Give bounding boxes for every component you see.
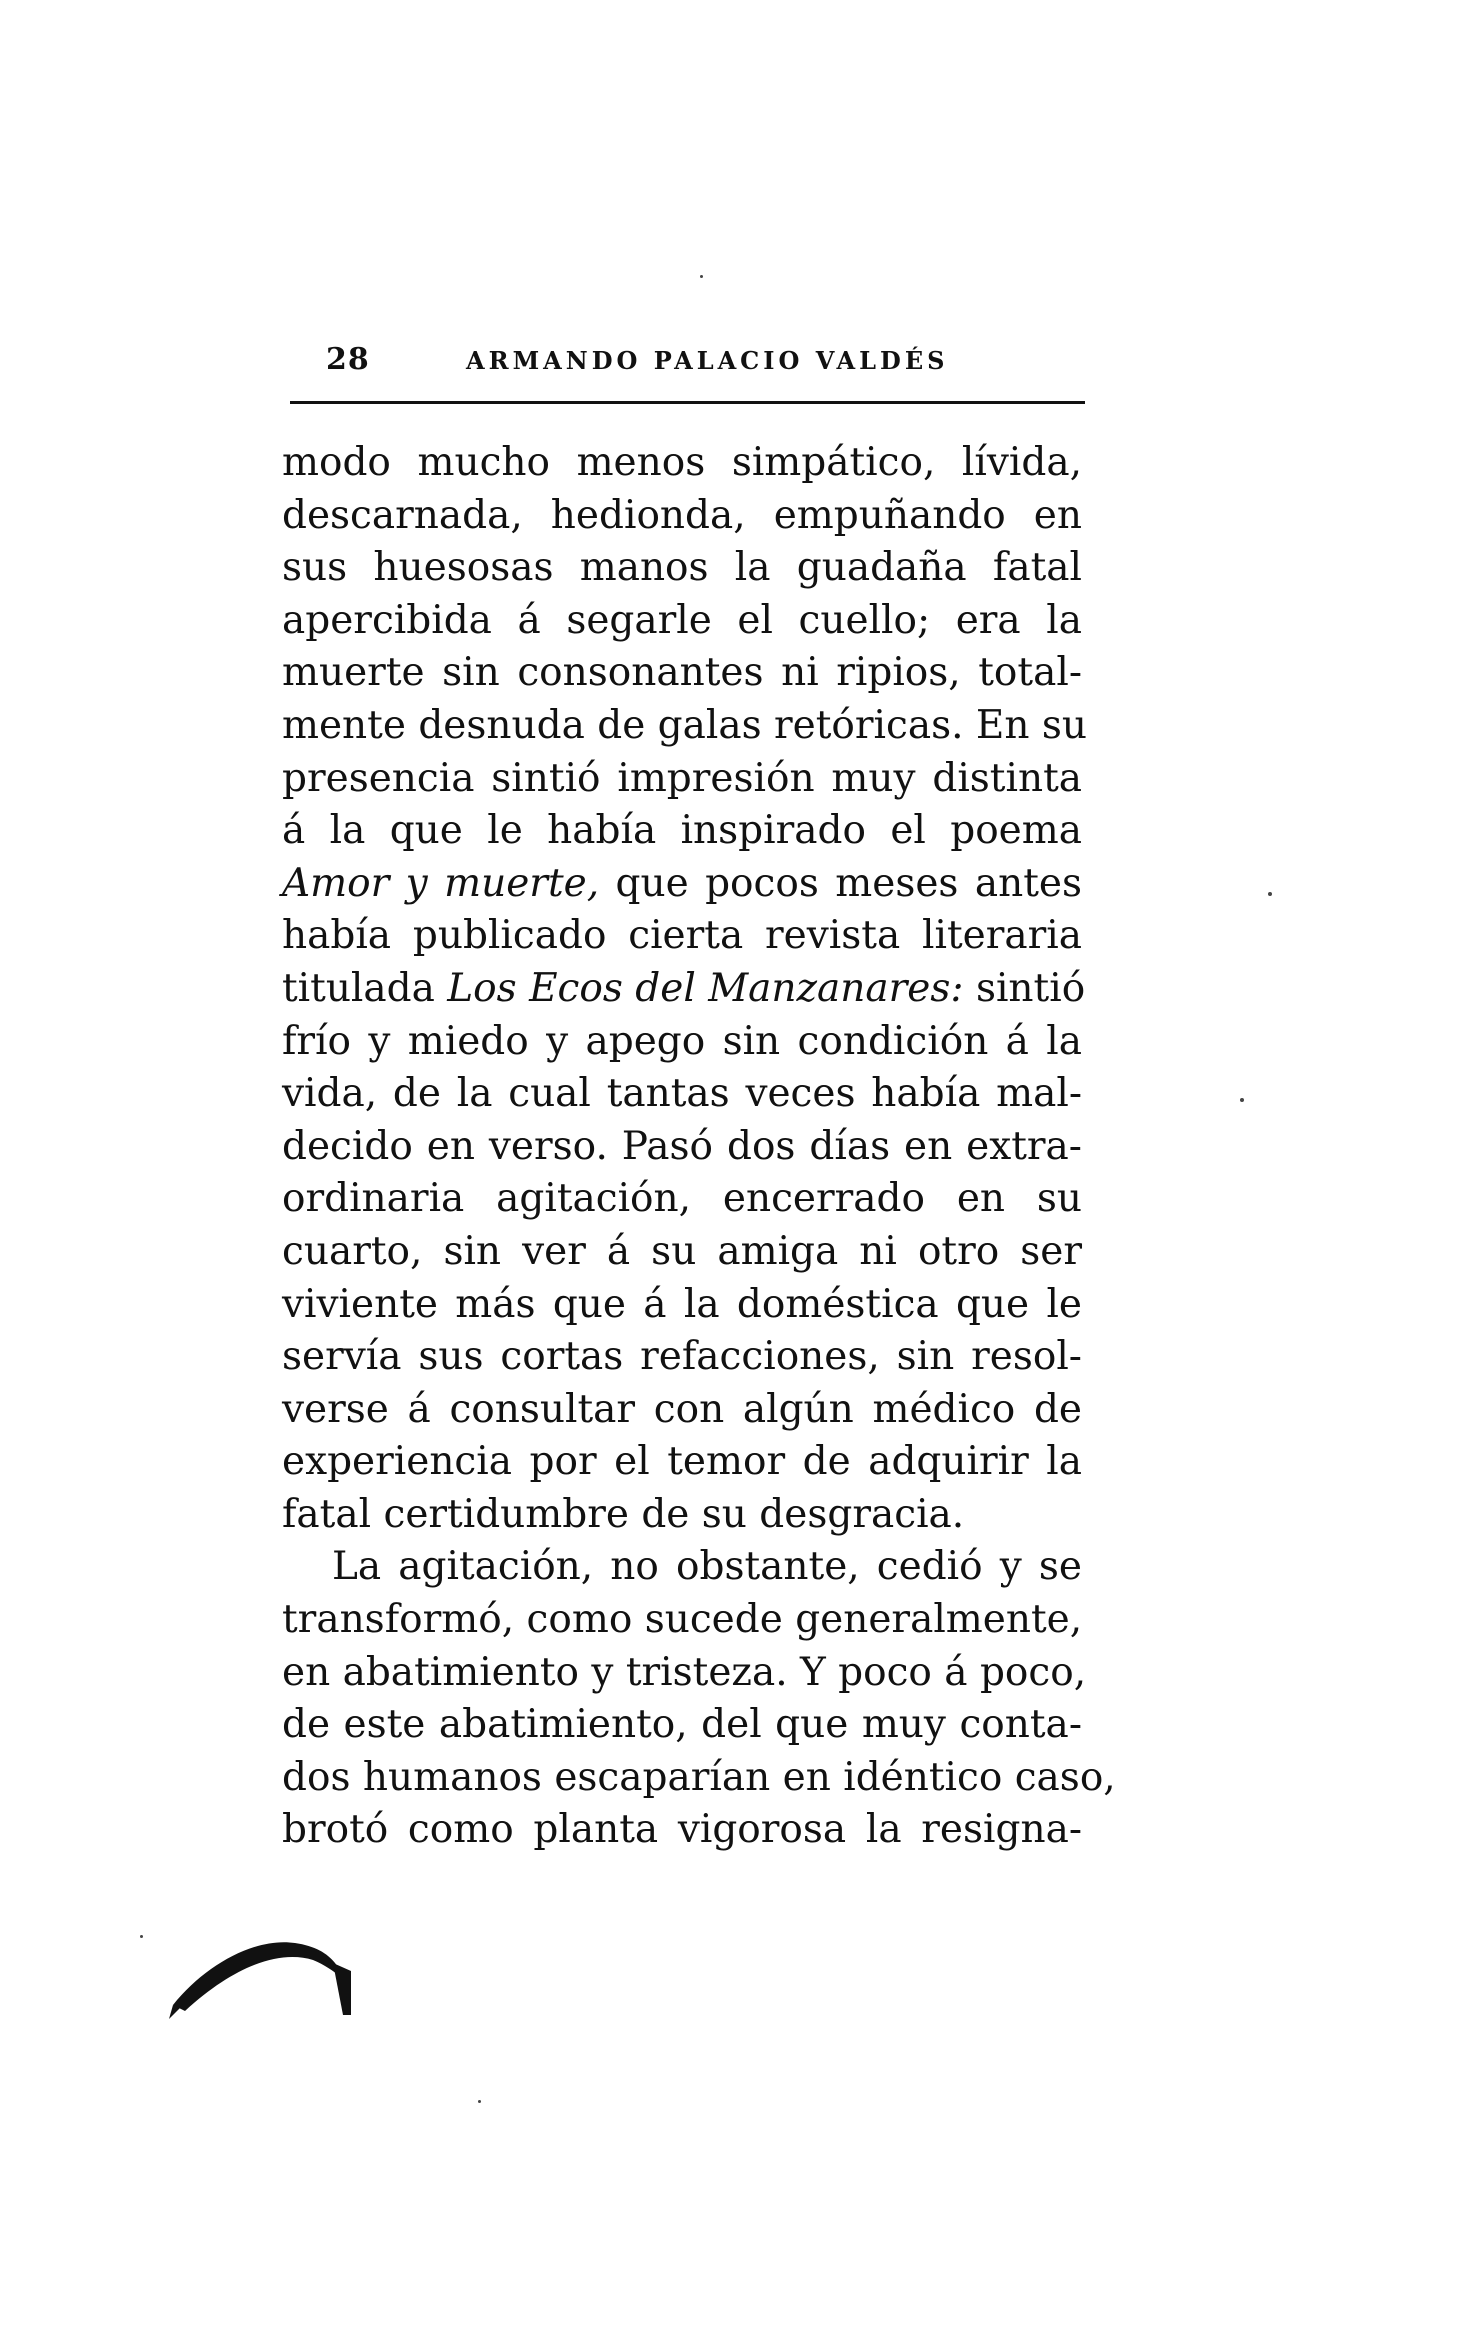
text-line: había publicado cierta revista literaria	[282, 913, 1082, 959]
ink-tail	[169, 2005, 181, 2019]
italic-title-amor-y-muerte: Amor y muerte,	[282, 860, 600, 906]
text-line: fatal certidumbre de su desgracia.	[282, 1491, 965, 1537]
text-line: frío y miedo y apego sin condición á la	[282, 1018, 1082, 1064]
text-fragment: sintió	[963, 965, 1086, 1011]
text-line: transformó, como sucede generalmente,	[282, 1597, 1083, 1643]
text-line: modo mucho menos simpático, lívida,	[282, 440, 1082, 485]
text-line: brotó como planta vigorosa la resigna-	[282, 1807, 1082, 1853]
text-fragment: que pocos meses antes	[599, 860, 1082, 906]
paper-speck	[478, 2100, 481, 2103]
paper-speck	[140, 1935, 143, 1938]
text-line: descarnada, hedionda, empuñando en	[282, 492, 1082, 538]
text-line: vida, de la cual tantas veces había mal-	[282, 1071, 1082, 1117]
text-line: servía sus cortas refacciones, sin resol-	[282, 1334, 1082, 1380]
text-line: mente desnuda de galas retóricas. En su	[282, 702, 1088, 748]
header-rule	[290, 401, 1085, 404]
running-head	[290, 342, 1085, 382]
italic-title-los-ecos: Los Ecos del Manzanares:	[447, 965, 964, 1011]
text-line: verse á consultar con algún médico de	[282, 1386, 1082, 1432]
paper-speck	[1268, 892, 1272, 896]
ink-drip	[333, 1963, 351, 2015]
text-line: en abatimiento y tristeza. Y poco á poco,	[282, 1649, 1087, 1695]
text-line: sus huesosas manos la guadaña fatal	[282, 545, 1082, 591]
text-line: de este abatimiento, del que muy conta-	[282, 1702, 1082, 1748]
paper-speck	[700, 275, 703, 278]
text-line: decido en verso. Pasó dos días en extra-	[282, 1123, 1082, 1169]
text-line: dos humanos escaparían en idéntico caso,	[282, 1754, 1116, 1800]
running-title: ARMANDO PALACIO VALDÉS	[466, 346, 949, 375]
ink-mark-ornament	[165, 1915, 375, 2025]
text-line: presencia sintió impresión muy distinta	[282, 755, 1082, 801]
text-fragment: titulada	[282, 965, 448, 1011]
text-line: La agitación, no obstante, cedió y se	[332, 1544, 1082, 1590]
text-line: cuarto, sin ver á su amiga ni otro ser	[282, 1228, 1082, 1274]
text-line: muerte sin consonantes ni ripios, total-	[282, 650, 1082, 696]
text-line: apercibida á segarle el cuello; era la	[282, 597, 1082, 643]
text-line: á la que le había inspirado el poema	[282, 808, 1082, 854]
text-line	[282, 963, 1086, 1016]
text-line: experiencia por el temor de adquirir la	[282, 1439, 1082, 1485]
text-line: ordinaria agitación, encerrado en su	[282, 1176, 1082, 1222]
text-line	[282, 858, 1082, 911]
page-number: 28	[326, 342, 370, 377]
body-text	[282, 437, 1116, 1857]
paper-speck	[1240, 1098, 1244, 1102]
ink-arc	[173, 1942, 341, 2011]
text-line: viviente más que á la doméstica que le	[282, 1281, 1082, 1327]
